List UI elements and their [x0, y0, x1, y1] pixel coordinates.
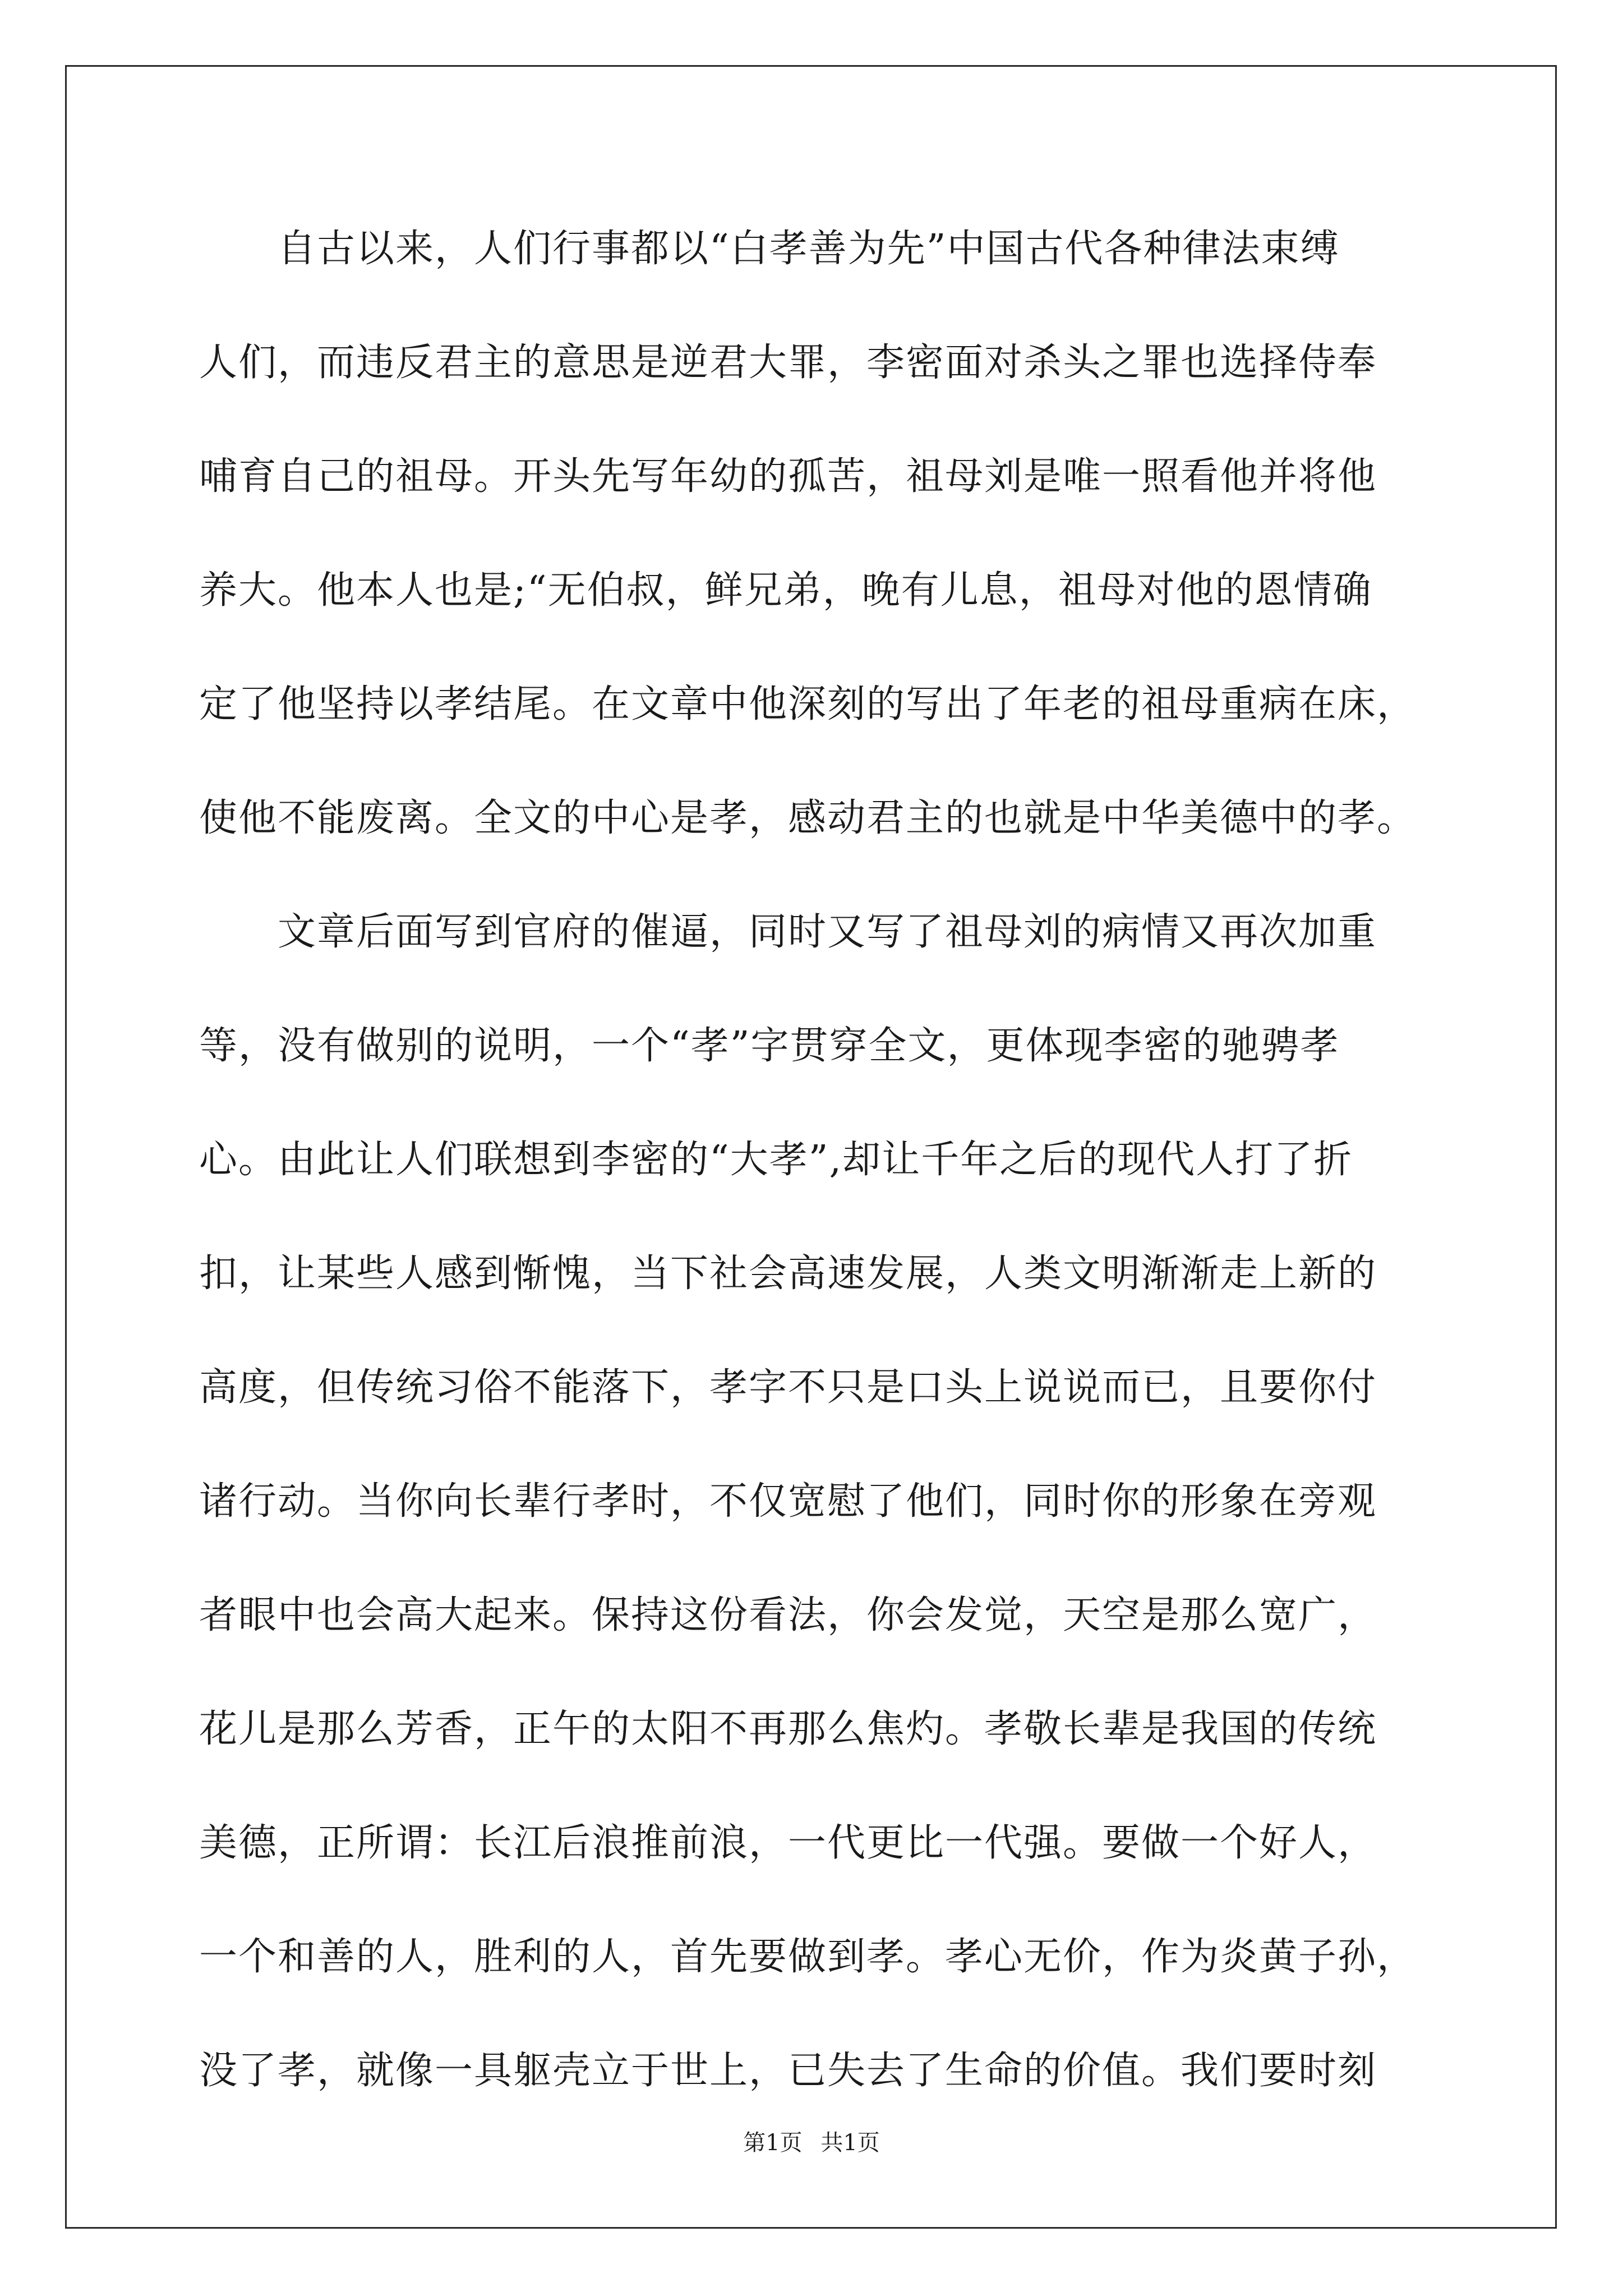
text-line: 人们，而违反君主的意思是逆君大罪，李密面对杀头之罪也选择侍奉	[199, 341, 1377, 385]
page-number: 第1页	[743, 2130, 803, 2156]
text-line: 没了孝，就像一具躯壳立于世上，已失去了生命的价值。我们要时刻	[199, 2049, 1377, 2093]
text-line: 高度，但传统习俗不能落下，孝字不只是口头上说说而已，且要你付	[199, 1365, 1377, 1410]
text-line: 心。由此让人们联想到李密的“大孝”,却让千年之后的现代人打了折	[199, 1138, 1353, 1182]
text-line: 美德，正所谓：长江后浪推前浪，一代更比一代强。要做一个好人，	[199, 1821, 1377, 1865]
page-total: 共1页	[820, 2130, 880, 2156]
text-line: 自古以来，人们行事都以“白孝善为先”中国古代各种律法束缚	[199, 227, 1340, 271]
text-line: 哺育自己的祖母。开头先写年幼的孤苦，祖母刘是唯一照看他并将他	[199, 454, 1377, 499]
page-footer	[0, 2129, 1623, 2157]
text-line: 诸行动。当你向长辈行孝时，不仅宽慰了他们，同时你的形象在旁观	[199, 1479, 1377, 1524]
text-line: 扣，让某些人感到惭愧，当下社会高速发展，人类文明渐渐走上新的	[199, 1251, 1377, 1296]
text-line: 养大。他本人也是;“无伯叔，鲜兄弟，晚有儿息，祖母对他的恩情确	[199, 568, 1372, 613]
text-line: 一个和善的人，胜利的人，首先要做到孝。孝心无价，作为炎黄子孙，	[199, 1935, 1417, 1979]
document-body	[199, 215, 1444, 2151]
text-line: 使他不能废离。全文的中心是孝，感动君主的也就是中华美德中的孝。	[199, 796, 1417, 840]
text-line: 等，没有做别的说明，一个“孝”字贯穿全文，更体现李密的驰骋孝	[199, 1024, 1340, 1068]
text-line: 文章后面写到官府的催逼，同时又写了祖母刘的病情又再次加重	[199, 910, 1377, 954]
text-line: 定了他坚持以孝结尾。在文章中他深刻的写出了年老的祖母重病在床，	[199, 682, 1417, 726]
text-line: 花儿是那么芳香，正午的太阳不再那么焦灼。孝敬长辈是我国的传统	[199, 1707, 1377, 1751]
text-line: 者眼中也会高大起来。保持这份看法，你会发觉，天空是那么宽广，	[199, 1593, 1377, 1637]
